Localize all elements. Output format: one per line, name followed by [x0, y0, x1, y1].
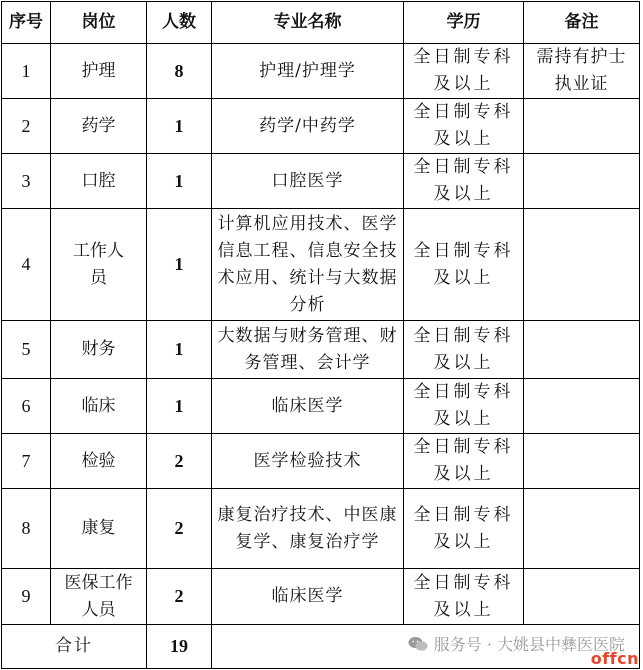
cell-count: 1: [147, 321, 212, 379]
table-row: [2, 44, 640, 99]
total-count: 19: [147, 625, 212, 669]
cell-education: 全日制专科及以上: [404, 379, 524, 434]
cell-major: 临床医学: [212, 379, 404, 434]
cell-seq: 6: [2, 379, 51, 434]
cell-major: 口腔医学: [212, 154, 404, 209]
cell-note: [524, 569, 640, 625]
total-empty-major: [212, 625, 404, 669]
cell-major: 护理/护理学: [212, 44, 404, 99]
table-row: [2, 99, 640, 154]
cell-seq: 5: [2, 321, 51, 379]
recruitment-table: [1, 1, 640, 669]
cell-count: 1: [147, 379, 212, 434]
cell-major: 医学检验技术: [212, 434, 404, 489]
header-post: 岗位: [51, 2, 147, 44]
table-row: [2, 379, 640, 434]
cell-major: 药学/中药学: [212, 99, 404, 154]
table-row: [2, 489, 640, 569]
cell-count: 2: [147, 434, 212, 489]
total-label: 合计: [2, 625, 147, 669]
cell-education: 全日制专科及以上: [404, 209, 524, 321]
cell-education: 全日制专科及以上: [404, 569, 524, 625]
cell-note: [524, 321, 640, 379]
cell-seq: 7: [2, 434, 51, 489]
cell-note: 需持有护士执业证: [524, 44, 640, 99]
header-count: 人数: [147, 2, 212, 44]
header-education: 学历: [404, 2, 524, 44]
cell-seq: 9: [2, 569, 51, 625]
header-major: 专业名称: [212, 2, 404, 44]
cell-seq: 1: [2, 44, 51, 99]
cell-note: [524, 99, 640, 154]
watermark-text: 服务号 · 大姚县中彝医医院: [433, 635, 625, 654]
cell-education: 全日制专科及以上: [404, 434, 524, 489]
cell-seq: 2: [2, 99, 51, 154]
cell-note: [524, 379, 640, 434]
cell-seq: 3: [2, 154, 51, 209]
cell-education: 全日制专科及以上: [404, 321, 524, 379]
cell-education: 全日制专科及以上: [404, 489, 524, 569]
header-row: [2, 2, 640, 44]
table-row: [2, 434, 640, 489]
cell-count: 8: [147, 44, 212, 99]
offcn-logo: offcn: [590, 649, 639, 668]
table-row: [2, 209, 640, 321]
cell-post: 工作人员: [51, 209, 147, 321]
table-row: [2, 154, 640, 209]
header-note: 备注: [524, 2, 640, 44]
cell-education: 全日制专科及以上: [404, 99, 524, 154]
cell-post: 临床: [51, 379, 147, 434]
cell-count: 1: [147, 209, 212, 321]
cell-count: 1: [147, 99, 212, 154]
cell-note: [524, 154, 640, 209]
cell-count: 2: [147, 569, 212, 625]
cell-note: [524, 434, 640, 489]
cell-note: [524, 489, 640, 569]
cell-post: 护理: [51, 44, 147, 99]
cell-post: 财务: [51, 321, 147, 379]
cell-major: 计算机应用技术、医学信息工程、信息安全技术应用、统计与大数据分析: [212, 209, 404, 321]
cell-note: [524, 209, 640, 321]
cell-count: 2: [147, 489, 212, 569]
wechat-icon: [408, 636, 428, 652]
cell-post: 药学: [51, 99, 147, 154]
table-row: [2, 569, 640, 625]
header-seq: 序号: [2, 2, 51, 44]
cell-post: 口腔: [51, 154, 147, 209]
cell-post: 检验: [51, 434, 147, 489]
cell-seq: 8: [2, 489, 51, 569]
cell-major: 康复治疗技术、中医康复学、康复治疗学: [212, 489, 404, 569]
cell-post: 康复: [51, 489, 147, 569]
cell-major: 大数据与财务管理、财务管理、会计学: [212, 321, 404, 379]
table-row: [2, 321, 640, 379]
cell-major: 临床医学: [212, 569, 404, 625]
cell-education: 全日制专科及以上: [404, 154, 524, 209]
cell-post: 医保工作人员: [51, 569, 147, 625]
cell-count: 1: [147, 154, 212, 209]
cell-seq: 4: [2, 209, 51, 321]
cell-education: 全日制专科及以上: [404, 44, 524, 99]
